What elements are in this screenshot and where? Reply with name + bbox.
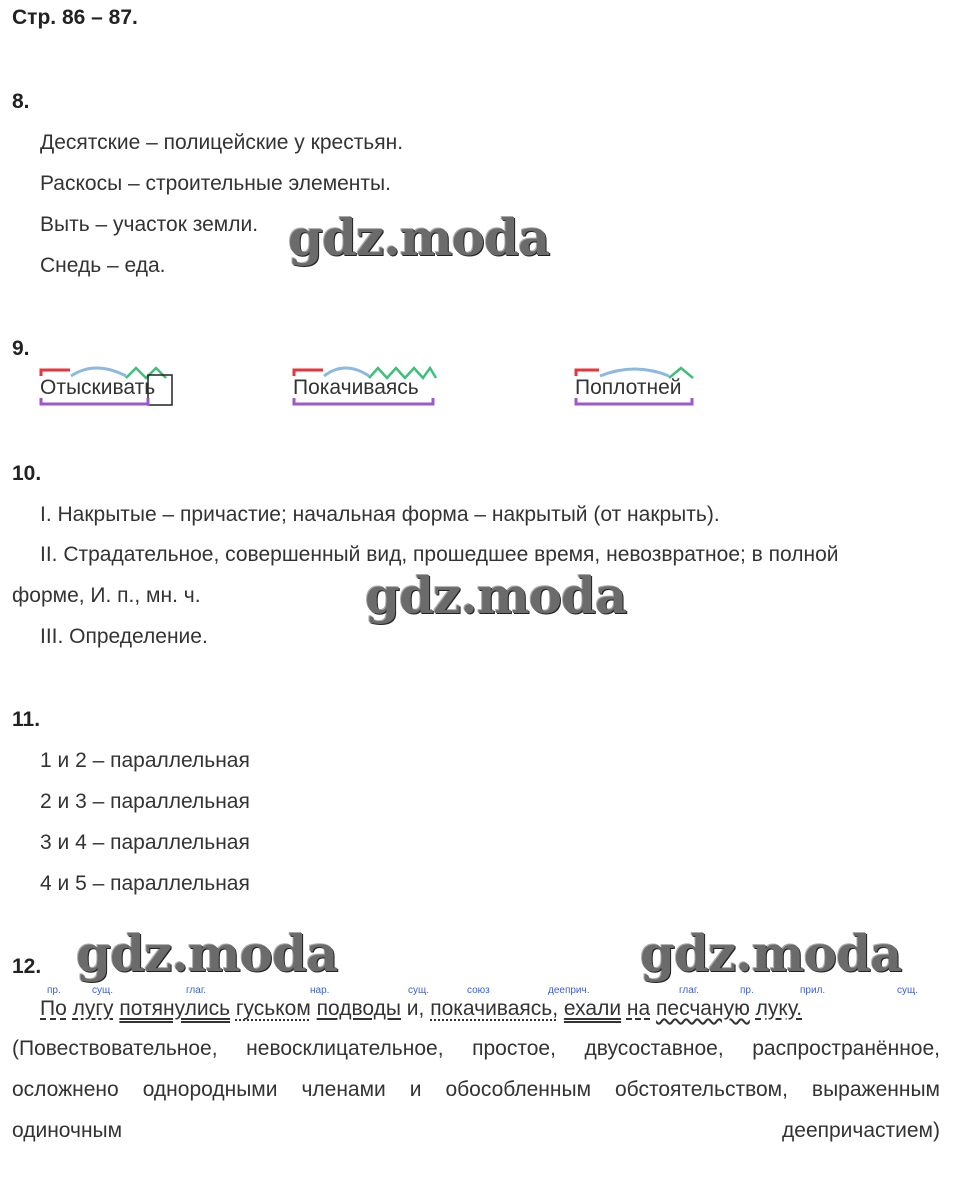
morpheme-parse-poplotney [575, 366, 705, 410]
pos-label: глаг. [679, 985, 700, 996]
sentence-word: на [626, 997, 651, 1020]
morpheme-word: Отыскивать [40, 376, 156, 399]
sentence-word: гуськом [235, 997, 311, 1020]
watermark: gdz.moda [640, 924, 902, 983]
sentence-word: покачиваясь, [430, 997, 559, 1020]
watermark: gdz.moda [365, 566, 627, 625]
sentence-word: ехали [563, 997, 622, 1020]
sentence-word: лугу [72, 997, 114, 1020]
sentence-analysis: (Повествовательное, невосклицательное, простое, двусоставное, распространённое, осложнено однородными членами и обособленным обстоятельством, выраженным одиночным деепричастием) [12, 1037, 940, 1142]
exercise-12-number: 12. [12, 955, 42, 978]
exercise-8-number: 8. [12, 90, 30, 113]
exercise-8-line: Десятские – полицейские у крестьян. [40, 131, 404, 154]
exercise-8-line: Снедь – еда. [40, 254, 166, 277]
pos-label: прил. [800, 985, 826, 996]
exercise-10-line: I. Накрытые – причастие; начальная форма – накрытый (от накрыть). [40, 503, 720, 526]
exercise-9-number: 9. [12, 337, 30, 360]
pos-label: сущ. [897, 985, 919, 996]
exercise-8-line: Раскосы – строительные элементы. [40, 172, 391, 195]
watermark: gdz.moda [76, 924, 338, 983]
sentence-word: песчаную [656, 997, 750, 1020]
pos-label: нар. [310, 985, 330, 996]
parsed-sentence [40, 997, 802, 1021]
exercise-10-line: форме, И. п., мн. ч. [12, 584, 201, 607]
pos-label: союз [467, 985, 490, 996]
root-mark [71, 368, 126, 376]
exercise-10-line: III. Определение. [40, 625, 208, 648]
exercise-11-line: 4 и 5 – параллельная [40, 872, 250, 895]
exercise-11-line: 3 и 4 – параллельная [40, 831, 250, 854]
pos-label: сущ. [408, 985, 430, 996]
exercise-10-line: II. Страдательное, совершенный вид, прошедшее время, невозвратное; в полной [40, 543, 839, 566]
morpheme-word: Поплотней [575, 376, 682, 399]
morpheme-word: Покачиваясь [293, 376, 419, 399]
page-title: Стр. 86 – 87. [12, 6, 138, 29]
sentence-word: и, [406, 997, 425, 1020]
exercise-11-line: 1 и 2 – параллельная [40, 749, 250, 772]
exercise-10-number: 10. [12, 462, 42, 485]
sentence-word: По [40, 997, 67, 1020]
sentence-word: луку. [755, 997, 803, 1020]
pos-label: сущ. [92, 985, 114, 996]
pos-label: пр. [47, 985, 61, 996]
exercise-11-number: 11. [12, 708, 41, 731]
sentence-word: подводы [316, 997, 401, 1020]
pos-label: глаг. [186, 985, 207, 996]
root-mark [324, 368, 369, 376]
exercise-11-line: 2 и 3 – параллельная [40, 790, 250, 813]
morpheme-parse-pokachivayas [293, 366, 443, 410]
pos-label: пр. [740, 985, 754, 996]
root-mark [600, 369, 669, 376]
morpheme-parse-otyskivat [40, 366, 180, 410]
sentence-word: потянулись [119, 997, 231, 1020]
pos-label: дееприч. [548, 985, 590, 996]
watermark: gdz.moda [288, 208, 550, 267]
exercise-8-line: Выть – участок земли. [40, 213, 259, 236]
